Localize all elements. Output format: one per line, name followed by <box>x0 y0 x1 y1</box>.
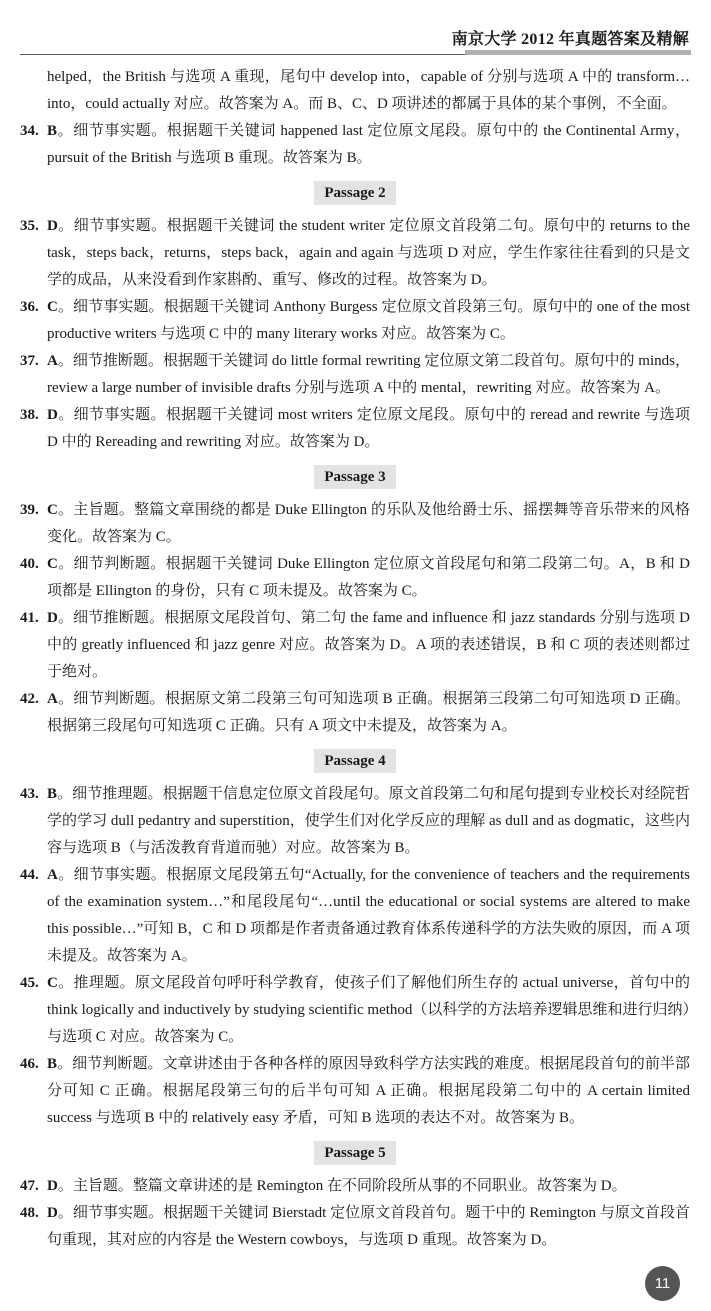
item-explanation: 。细节推理题。根据题干信息定位原文首段尾句。原文首段第二句和尾句提到专业校长对经院哲学的学习 dull pedantry and superstition，使学生们对化学反应的理解 as dull and as dogmatic，这些内容与选项 B（与活泼教育背道而驰）对应。故答案为 B。 <box>47 786 690 856</box>
passage-4-heading <box>20 749 690 773</box>
passage-title: Passage 3 <box>314 465 395 489</box>
passage-title: Passage 5 <box>314 1141 395 1165</box>
item-number: 37. <box>20 353 39 369</box>
item-number: 34. <box>20 123 39 139</box>
item-explanation: 。细节事实题。根据题干关键词 most writers 定位原文尾段。原句中的 reread and rewrite 与选项 D 中的 Rereading and rewriting 对应。故答案为 D。 <box>47 407 690 450</box>
answer-item-44 <box>20 862 690 970</box>
item-answer: B <box>47 123 58 139</box>
item-explanation: 。细节判断题。根据题干关键词 Duke Ellington 定位原文首段尾句和第二段第二句。A，B 和 D 项都是 Ellington 的身份，只有 C 项未提及。故答案为 C。 <box>47 556 690 599</box>
answer-item-46 <box>20 1051 690 1132</box>
answer-item-42 <box>20 686 690 740</box>
item-number: 41. <box>20 610 39 626</box>
section-passage-4 <box>20 781 690 1132</box>
section-passage-1-tail <box>20 64 690 172</box>
item-answer: A <box>47 691 58 707</box>
item-answer: A <box>47 353 58 369</box>
section-passage-2 <box>20 213 690 456</box>
item-number: 43. <box>20 786 39 802</box>
item-number: 42. <box>20 691 39 707</box>
item-explanation: 。推理题。原文尾段首句呼吁科学教育，使孩子们了解他们所生存的 actual universe，首句中的 think logically and inductively by studying scientific method（以科学的方法培养逻辑思维和进行归纳）与选项 C 对应。故答案为 C。 <box>47 975 690 1045</box>
item-number: 38. <box>20 407 39 423</box>
item-explanation: 。细节推断题。根据题干关键词 do little formal rewriting 定位原文第二段首句。原句中的 minds，review a large number of invisible drafts 分别与选项 A 中的 mental，rewriting 对应。故答案为 A。 <box>47 353 690 396</box>
page-footer <box>20 1254 690 1301</box>
item-answer: C <box>47 975 58 991</box>
item-answer: D <box>47 407 58 423</box>
passage-title: Passage 2 <box>314 181 395 205</box>
item-answer: A <box>47 867 58 883</box>
item-number: 39. <box>20 502 39 518</box>
item-explanation: 。细节事实题。根据原文尾段第五句“Actually, for the convenience of teachers and the requirements of the examination system…”和尾段尾句“…until the educational or social systems are altered to make this possible…”可知 B，C 和 D 项都是作者责备通过教育体系传递科学的方法失败的原因，而 A 项未提及。故答案为 A。 <box>47 867 690 964</box>
item-answer: D <box>47 1205 58 1221</box>
item-explanation: 。主旨题。整篇文章讲述的是 Remington 在不同阶段所从事的不同职业。故答案为 D。 <box>57 1178 627 1194</box>
item-explanation: 。细节事实题。根据题干关键词 happened last 定位原文尾段。原句中的 the Continental Army，pursuit of the British 与选项 B 重现。故答案为 B。 <box>47 123 690 166</box>
answer-item-45 <box>20 970 690 1051</box>
item-number: 35. <box>20 218 39 234</box>
passage-5-heading <box>20 1141 690 1165</box>
item-explanation: 。细节推断题。根据原文尾段首句、第二句 the fame and influence 和 jazz standards 分别与选项 D 中的 greatly influenced 和 jazz genre 对应。故答案为 D。A 项的表述错误，B 和 C 项的表述则都过于绝对。 <box>47 610 690 680</box>
item-number: 46. <box>20 1056 39 1072</box>
item-number: 47. <box>20 1178 39 1194</box>
passage-title: Passage 4 <box>314 749 395 773</box>
answer-item-36 <box>20 294 690 348</box>
item-answer: D <box>47 1178 58 1194</box>
item-answer: D <box>47 218 58 234</box>
item-answer: C <box>47 299 58 315</box>
answer-item-39 <box>20 497 690 551</box>
continued-paragraph: helped，the British 与选项 A 重现，尾句中 develop into，capable of 分别与选项 A 中的 transform… into，could actually 对应。故答案为 A。而 B、C、D 项讲述的都属于具体的某个事例，不全面。 <box>47 69 690 112</box>
item-explanation: 。细节事实题。根据题干关键词 Anthony Burgess 定位原文首段第三句。原句中的 one of the most productive writers 与选项 C 中的 many literary works 对应。故答案为 C。 <box>47 299 690 342</box>
item-number: 36. <box>20 299 39 315</box>
page-header-title: 南京大学 2012 年真题答案及精解 <box>451 31 689 48</box>
answer-item-34 <box>20 118 690 172</box>
item-number: 40. <box>20 556 39 572</box>
answer-item-43 <box>20 781 690 862</box>
item-explanation: 。细节事实题。根据题干关键词 the student writer 定位原文首段第二句。原句中的 returns to the task，steps back，returns，steps back，again and again 与选项 D 对应，学生作家往往看到的只是文学的成品，从来没看到作家斟酌、重写、修改的过程。故答案为 D。 <box>47 218 690 288</box>
answer-item-41 <box>20 605 690 686</box>
item-explanation: 。细节事实题。根据题干关键词 Bierstadt 定位原文首段首句。题干中的 Remington 与原文首段首句重现，其对应的内容是 the Western cowboys，与选项 D 重现。故答案为 D。 <box>47 1205 690 1248</box>
section-passage-5 <box>20 1173 690 1254</box>
passage-2-heading <box>20 181 690 205</box>
section-passage-3 <box>20 497 690 740</box>
item-answer: C <box>47 556 58 572</box>
item-number: 45. <box>20 975 39 991</box>
passage-3-heading <box>20 465 690 489</box>
item-answer: D <box>47 610 58 626</box>
answer-item-37 <box>20 348 690 402</box>
item-answer: C <box>47 502 58 518</box>
answer-item-35 <box>20 213 690 294</box>
item-answer: B <box>47 786 58 802</box>
page-number-badge: 11 <box>645 1266 680 1301</box>
answer-item-47 <box>20 1173 690 1200</box>
item-answer: B <box>47 1056 58 1072</box>
item-explanation: 。主旨题。整篇文章围绕的都是 Duke Ellington 的乐队及他给爵士乐、摇摆舞等音乐带来的风格变化。故答案为 C。 <box>47 502 690 545</box>
item-number: 44. <box>20 867 39 883</box>
answer-item-48 <box>20 1200 690 1254</box>
item-explanation: 。细节判断题。根据原文第二段第三句可知选项 B 正确。根据第三段第二句可知选项 D 正确。根据第三段尾句可知选项 C 正确。只有 A 项文中未提及，故答案为 A。 <box>47 691 690 734</box>
answer-item-38 <box>20 402 690 456</box>
item-explanation: 。细节判断题。文章讲述由于各种各样的原因导致科学方法实践的难度。根据尾段首句的前半部分可知 C 正确。根据尾段第三句的后半句可知 A 正确。根据尾段第二句中的 A certain limited success 与选项 B 中的 relatively easy 矛盾，可知 B 选项的表达不对。故答案为 B。 <box>47 1056 690 1126</box>
item-number: 48. <box>20 1205 39 1221</box>
answer-item-40 <box>20 551 690 605</box>
